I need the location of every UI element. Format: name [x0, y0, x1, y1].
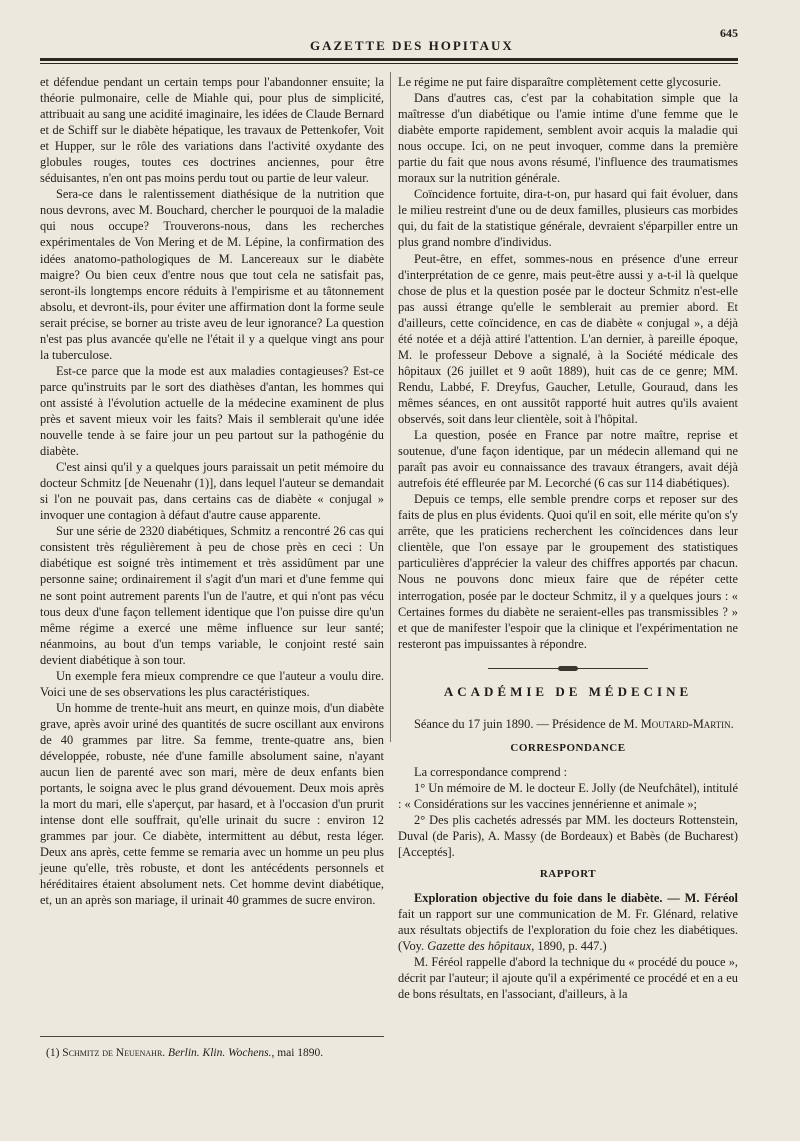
rapport-paragraph — [398, 890, 738, 954]
paragraph: Dans d'autres cas, c'est par la cohabitation simple que la maîtresse d'un diabétique ou l'amie intime d'une femme que le diabète emporte rapidement, semblent avoir acquis la maladie qui nous occupe. Ici, on ne peut invoquer, comme dans la première partie du fait que nous avons résumé, l'influence des traumatismes moraux sur la nutrition générale. — [398, 91, 738, 186]
paragraph: Peut-être, en effet, sommes-nous en présence d'une erreur d'interprétation de ce genre, mais peut-être aussi y a-t-il là quelque chose de plus et la question posée par le docteur Schmitz n'est-elle pas aussi étrange qu'elle le semblerait au premier abord. Et d'ailleurs, cette coïncidence, en cas de diabète « conjugal », a déjà été notée et a déjà attiré l'attention. L'an dernier, à pareille époque, M. le professeur Debove a signalé, à la Société médicale des hôpitaux (26 juillet et 9 août 1889), huit cas de ce genre; MM. Rendu, Labbé, F. Dreyfus, Gaucher, Letulle, Gouraud, dans les mêmes séances, en ont aussitôt rapporté huit autres qu'ils avaient observés, soit dans leur clientèle, soit à l'hôpital. — [398, 251, 738, 426]
paragraph: Est-ce parce que la mode est aux maladies contagieuses? Est-ce parce qu'instruits par le sort des diathèses d'antan, les hommes qui ont assisté à l'évolution actuelle de la médecine examinent de plus près et savent mieux voir les faits? Mais il semblerait qu'une idée nouvelle tende à se faire jour un peu partout sur la pathogénie du diabète. — [40, 363, 384, 459]
heading-correspondance: CORRESPONDANCE — [510, 741, 626, 754]
paragraph: Sera-ce dans le ralentissement diathésique de la nutrition que nous devrons, avec M. Bouchard, chercher le pourquoi de la maladie qui nous occupe? Trouverons-nous, dans les recherches expérimentales de Von Mering et de M. Lépine, la confirmation des idées anatomo-pathologiques de M. Lancereaux sur le diabète maigre? Ou bien ceux d'entre nous que tout cela ne satisfait pas, seront-ils longtemps encore réduits à l'empirisme et au tâtonnement absolu, et devront-ils, pour éviter une affirmation dont la forme seule serait précise, se borner au triste aveu de leur ignorance? La question n'est pas plus avancée qu'elle ne l'était il y a quelque vingt ans pour la tuberculose. — [40, 187, 384, 362]
footnote-rule — [40, 1036, 384, 1037]
rapport-text: fait un rapport sur une communication de M. Fr. Glénard, relative aux résultats objectifs de l'exploration du foie chez les diabétiques. (Voy. — [398, 907, 738, 954]
header-rule-thick — [40, 58, 738, 61]
section-ornament — [488, 666, 648, 672]
seance-prefix: Séance du 17 juin 1890. — Présidence de M. — [414, 716, 641, 731]
seance-line — [398, 716, 738, 732]
paragraph: La question, posée en France par notre maître, reprise et soutenue, d'une façon identique, par un médecin allemand qui ne paraît pas avoir eu connaissance des travaux étrangers, avait déjà autrefois été effleurée par M. Lecorché (6 cas sur 114 diabétiques). — [398, 428, 738, 491]
paragraph: C'est ainsi qu'il y a quelques jours paraissait un petit mémoire du docteur Schmitz [de Neuenahr (1)], dans lequel l'auteur se demandait si l'on ne pouvait pas, dans certains cas de diabète « conjugal » invoquer une contagion à défaut d'autre cause apparente. — [40, 460, 384, 523]
paragraph: et défendue pendant un certain temps pour l'abandonner ensuite; la théorie pulmonaire, celle de Miahle qui, pour plus de simplicité, attribuait au sang une acidité imaginaire, les idées de Claude Bernard et de Schiff sur le diabète hépatique, les travaux de Pettenkofer, Voit et Hupper, sur le rôle des variations dans l'activité oxydante des globules rouges, toutes ces doctrines anciennes, pour être séduisantes, n'en ont pas moins perdu tout ou partie de leur valeur. — [40, 75, 384, 186]
rapport-reference-end: , 1890, p. 447.) — [531, 939, 607, 954]
paragraph: M. Féréol rappelle d'abord la technique du « procédé du pouce », décrit par l'auteur; il ajoute qu'il a expérimenté ce procédé et en a eu de bons résultats, en l'associant, d'ailleurs, à la — [398, 955, 738, 1002]
section-title-academie: ACADÉMIE DE MÉDECINE — [443, 683, 693, 699]
paragraph: Un homme de trente-huit ans meurt, en quinze mois, d'un diabète grave, après avoir uriné des quantités de sucre oscillant aux environs de 40 grammes par litre. Sa femme, trente-quatre ans, bien développée, robuste, née d'une famille absolument saine, n'ayant aucun lien de parenté avec son mari, mère de deux enfants bien portants, le soigna avec le plus grand dévouement. Deux mois après la mort du mari, elle s'aperçut, par hasard, et à l'occasion d'un prurit intense dont elle souffrait, qu'elle urinait du sucre : environ 12 grammes par jour. Ce diabète, intermittent au début, resta léger. Deux ans après, cette femme se remaria avec un homme un peu plus jeune qu'elle, très robuste, et dont les antécédents personnels et héréditaires étaient absolument nets. Cet homme devint diabétique, et, un an après son mariage, il urinait 40 grammes de sucre environ. — [40, 700, 384, 908]
paragraph: La correspondance comprend : — [414, 764, 568, 779]
paragraph: Un exemple fera mieux comprendre ce que l'auteur a voulu dire. Voici une de ses observations les plus caractéristiques. — [40, 668, 384, 699]
paragraph: Sur une série de 2320 diabétiques, Schmitz a rencontré 26 cas qui consistent très régulièrement à peu de chose près en ceci : Un diabétique est soigné très intimement et très assidûment par une personne saine; ordinairement il s'agit d'un mari et d'une femme qui ne sont point autrement parents l'un de l'autre, et qui n'ont pas vécu tous deux d'une façon tellement identique que l'on puisse dire qu'un même régime a exercé une même influence sur leur santé; néanmoins, au bout d'un temps variable, le conjoint resté sain devient diabétique à son tour. — [40, 524, 384, 667]
seance-president: Moutard-Martin. — [640, 716, 734, 731]
heading-rapport: RAPPORT — [539, 868, 597, 881]
rapport-reference: Gazette des hôpitaux — [427, 939, 532, 954]
footnote-author: Schmitz de Neuenahr. — [62, 1047, 166, 1059]
paragraph: Le régime ne put faire disparaître complètement cette glycosurie. — [398, 75, 722, 89]
column-separator — [390, 72, 391, 742]
journal-title: GAZETTE DES HOPITAUX — [310, 38, 514, 53]
masthead — [40, 38, 738, 54]
footnote-source: Berlin. Klin. Wochens. — [168, 1047, 272, 1059]
paragraph: Coïncidence fortuite, dira-t-on, pur hasard qui fait évoluer, dans le milieu restreint d'une ou de deux familles, plusieurs cas morbides qui, du fait de la statistique générale, devraient s'éparpiller entre un plus grand nombre d'individus. — [398, 187, 738, 250]
rapport-title: Exploration objective du foie dans le diabète. — M. Féréol — [414, 891, 738, 906]
page-number: 645 — [720, 26, 738, 40]
paragraph: Depuis ce temps, elle semble prendre corps et reposer sur des faits de plus en plus évidents. Quoi qu'il en soit, elle mérite qu'on s'y arrête, que les praticiens recherchent les coïncidences dans leur clientèle, que l'on essaye par le groupement des statistiques particulières d'apprécier la valeur des chiffres apportés par chacun. Nous ne pouvons donc mieux faire que de répéter cette interrogation, posée par le docteur Schmitz, il y a quelques jours : « Certaines formes du diabète ne seraient-elles pas transmissibles ? » et que de manifester l'espoir que la clinique et l'expérimentation ne resteront pas impuissantes à répondre. — [398, 492, 738, 651]
paragraph: 2° Des plis cachetés adressés par MM. les docteurs Rottenstein, Duval (de Paris), A. Massy (de Bordeaux) et Babès (de Bucharest) [Acceptés]. — [398, 812, 738, 860]
right-column — [398, 74, 738, 1002]
footnote — [46, 1046, 386, 1060]
left-column — [40, 74, 384, 908]
footnote-marker: (1) — [46, 1047, 60, 1059]
header-rule-thin — [40, 63, 738, 64]
paragraph: 1° Un mémoire de M. le docteur E. Jolly (de Neufchâtel), intitulé : « Considérations sur les vaccines jennérienne et animale »; — [398, 780, 738, 811]
ornament-center — [558, 666, 578, 671]
footnote-date: , mai 1890. — [271, 1047, 324, 1059]
